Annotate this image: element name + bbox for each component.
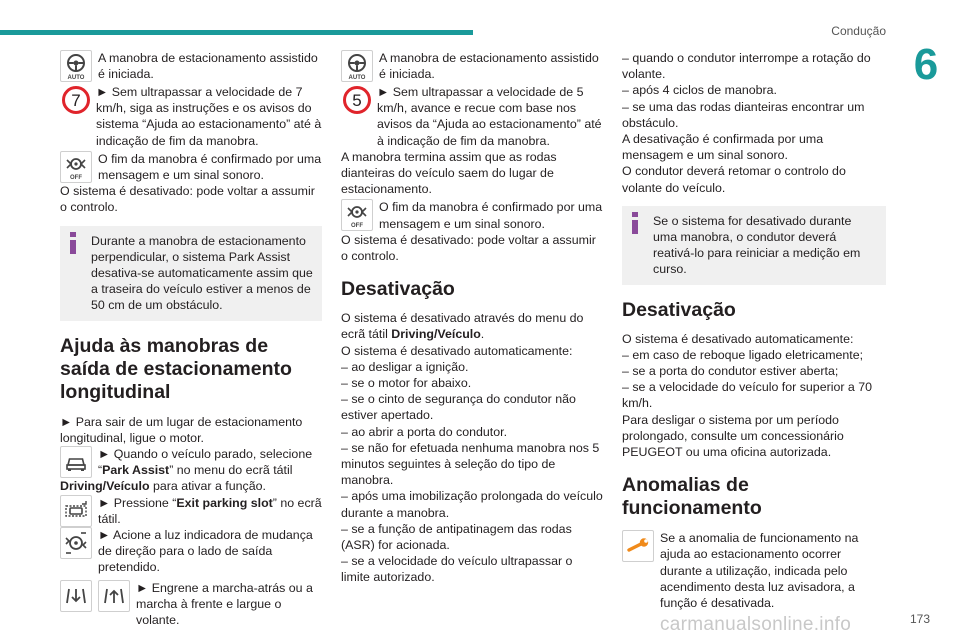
column-1	[60, 50, 322, 628]
column-3	[622, 50, 886, 611]
list-item: – se a velocidade do veículo for superior a 70 km/h.	[622, 380, 873, 411]
exit-parking-slot-icon	[60, 495, 92, 527]
svg-text:OFF: OFF	[351, 223, 363, 230]
text-deactivation-confirmed: A desativação é confirmada por uma mensagem e um sinal sonoro.	[622, 132, 824, 163]
text-speed-instructions-2: ► Sem ultrapassar a velocidade de 5 km/h, avance e recue com base nos avisos da “Ajuda ao estacionamento” até à indicação de fim da manobra.	[377, 85, 602, 148]
text-start-engine: ► Para sair de um lugar de estacionamento longitudinal, ligue o motor.	[60, 414, 303, 445]
car-icon	[60, 446, 92, 478]
heading-exit-assist: Ajuda às manobras de saída de estacionamento longitudinal	[60, 334, 292, 403]
text-activate-function: Driving/Veículo para ativar a função.	[60, 479, 266, 494]
info-icon	[68, 232, 78, 254]
text-turn-indicator: ► Acione a luz indicadora de mudança de direção para o lado de saída pretendido.	[98, 528, 313, 575]
heading-malfunctions: Anomalias de funcionamento	[622, 474, 762, 520]
text-system-deactivated-2: O sistema é desativado: pode voltar a assumir o controlo.	[341, 232, 596, 264]
list-item: – se não for efetuada nenhuma manobra nos 5 minutos seguintes à seleção do tipo de manobra.	[341, 440, 600, 488]
wrench-warning-icon	[622, 530, 654, 562]
list-item: – após 4 ciclos de manobra.	[622, 83, 777, 98]
text-maneuver-ends: A manobra termina assim que as rodas dianteiras do veículo saem do lugar de estacionamento.	[341, 149, 557, 197]
list-item: – se a velocidade do veículo ultrapassar o limite autorizado.	[341, 554, 573, 585]
svg-text:OFF: OFF	[70, 174, 82, 181]
text-end-confirmed: O fim da manobra é confirmado por uma mensagem e um sinal sonoro.	[98, 151, 322, 183]
speed-limit-7-icon	[62, 86, 90, 114]
list-item: – se a função de antipatinagem das rodas (ASR) for acionada.	[341, 521, 572, 553]
malfunction-row	[622, 530, 886, 611]
off-row-2	[341, 199, 603, 231]
text-select-park-assist: ► Quando o veículo parado, selecione “Park Assist” no menu do ecrã tátil	[98, 447, 313, 478]
text-press-exit-slot: ► Pressione “Exit parking slot” no ecrã tátil.	[98, 495, 322, 526]
text-system-deactivated: O sistema é desativado: pode voltar a assumir o controlo.	[60, 184, 315, 215]
heading-deactivation-1: Desativação	[341, 278, 455, 301]
text-malfunction: Se a anomalia de funcionamento na ajuda ao estacionamento ocorrer durante a utilização, indicada pelo acendimento desta luz avisadora, a função é desativada.	[660, 531, 859, 611]
text-long-term-disable: Para desligar o sistema por um período prolongado, consulte um concessionário PEUGEOT ou uma oficina autorizada.	[622, 412, 844, 460]
watermark: carmanualsonline.info	[660, 614, 852, 635]
svg-text:5: 5	[352, 91, 362, 110]
info-box-reactivate: Se o sistema for desativado durante uma manobra, o condutor deverá reativá-lo para reiniciar a medição em curso.	[622, 206, 886, 285]
auto-deactivation-list-2	[622, 347, 886, 412]
text-maneuver-started-2: A manobra de estacionamento assistido é iniciada.	[379, 51, 599, 82]
text-deactivate-menu: O sistema é desativado através do menu do ecrã tátil Driving/Veículo.	[341, 311, 584, 342]
list-item: – em caso de reboque ligado eletricamente;	[622, 347, 864, 362]
text-speed-instructions-1: ► Sem ultrapassar a velocidade de 7 km/h, siga as instruções e os avisos do sistema “Ajuda ao estacionamento” até à indicação de fim da manobra.	[96, 85, 322, 148]
text-engage-gear: ► Engrene a marcha-atrás ou a marcha à frente e largue o volante.	[136, 580, 313, 628]
header-accent-bar	[0, 30, 473, 35]
list-item: – se o motor for abaixo.	[341, 376, 472, 391]
forward-gear-icon	[98, 580, 130, 612]
indicator-row	[60, 527, 322, 576]
list-item: – se a porta do condutor estiver aberta;	[622, 364, 839, 379]
speed-limit-5-icon	[343, 86, 371, 114]
deactivation-list-continued	[622, 50, 886, 131]
section-title: Condução	[831, 24, 886, 38]
chapter-number: 6	[913, 40, 939, 89]
svg-text:AUTO: AUTO	[67, 75, 85, 81]
steering-off-icon	[60, 151, 92, 183]
off-row-1	[60, 151, 322, 183]
list-item: – ao desligar a ignição.	[341, 359, 469, 374]
car-row	[60, 446, 322, 478]
list-item: – após uma imobilização prolongada do veículo durante a manobra.	[341, 489, 603, 520]
auto-deactivation-list	[341, 359, 603, 586]
text-auto-deactivation-intro: O sistema é desativado automaticamente:	[341, 343, 573, 358]
list-item: – quando o condutor interrompe a rotação do volante.	[622, 51, 871, 82]
steering-auto-icon	[60, 50, 92, 82]
list-item: – se o cinto de segurança do condutor não estiver apertado.	[341, 392, 576, 423]
steering-off-icon	[341, 199, 373, 231]
steering-auto-icon	[341, 50, 373, 82]
text-driver-resume: O condutor deverá retomar o controlo do volante do veículo.	[622, 164, 846, 195]
svg-text:AUTO: AUTO	[348, 75, 366, 81]
info-icon	[630, 212, 640, 234]
reverse-gear-icon	[60, 580, 92, 612]
list-item: – ao abrir a porta do condutor.	[341, 424, 508, 439]
svg-text:7: 7	[71, 91, 81, 110]
exit-slot-row	[60, 495, 322, 527]
list-item: – se uma das rodas dianteiras encontrar um obstáculo.	[622, 99, 865, 130]
steering-indicator-icon	[60, 527, 92, 559]
text-maneuver-started: A manobra de estacionamento assistido é iniciada.	[98, 51, 318, 82]
column-2	[341, 50, 603, 586]
text-auto-deactivation-intro-2: O sistema é desativado automaticamente:	[622, 331, 854, 346]
text-end-confirmed-2: O fim da manobra é confirmado por uma mensagem e um sinal sonoro.	[379, 200, 603, 231]
info-box-perpendicular: Durante a manobra de estacionamento perpendicular, o sistema Park Assist desativa-se automaticamente assim que a traseira do veículo estiver a menos de 50 cm de um obstáculo.	[60, 226, 322, 321]
page-number: 173	[909, 612, 930, 626]
heading-deactivation-2: Desativação	[622, 298, 736, 321]
gear-row	[60, 580, 322, 629]
